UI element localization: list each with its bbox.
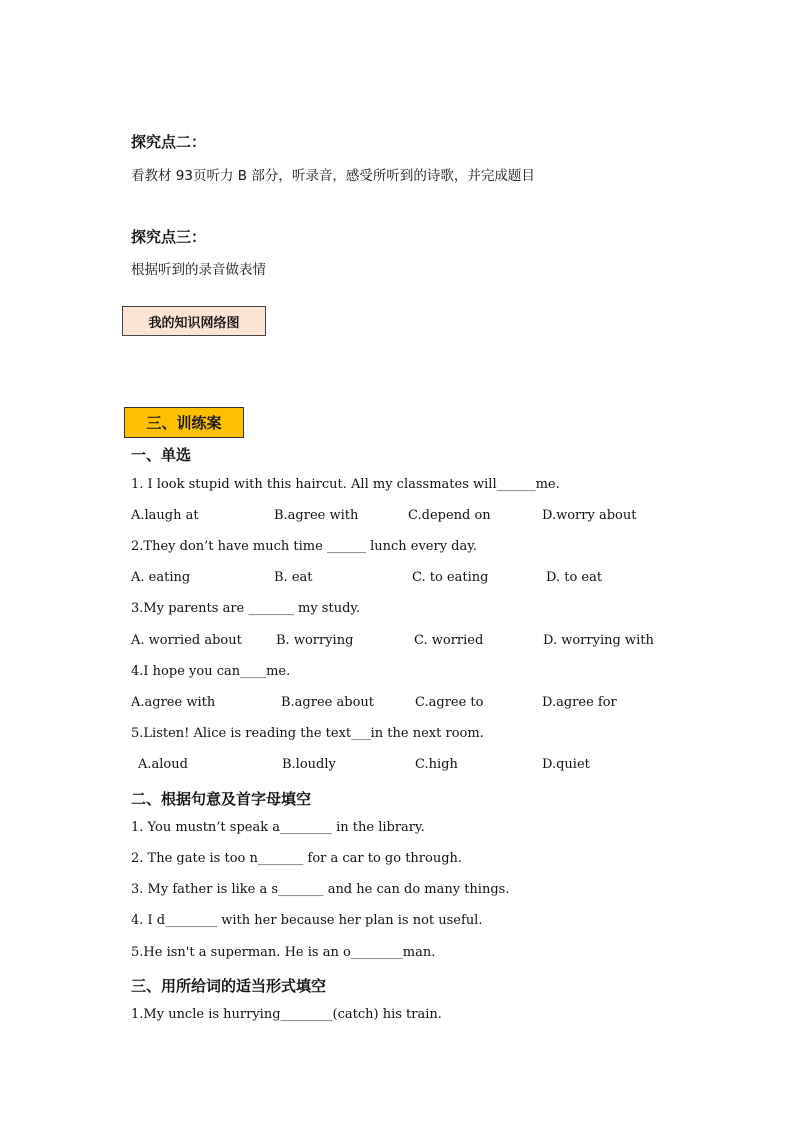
fill-item-5: 5.He isn't a superman. He is an o________man. <box>131 945 436 960</box>
option-5d: D.quiet <box>542 757 590 772</box>
option-2b: B. eat <box>274 570 313 585</box>
option-4c: C.agree to <box>415 695 484 710</box>
option-5a: A.aloud <box>138 757 188 772</box>
knowledge-map-box: 我的知识网络图 <box>122 306 266 336</box>
explore-point-2-heading: 探究点二： <box>131 133 207 151</box>
question-2: 2.They don’t have much time ______ lunch every day. <box>131 539 478 554</box>
option-2c: C. to eating <box>412 570 489 585</box>
training-section-box: 三、训练案 <box>124 407 244 438</box>
question-4: 4.I hope you can____me. <box>131 664 291 679</box>
fill-item-2: 2. The gate is too n_______ for a car to go through. <box>131 851 463 866</box>
fill-item-4: 4. I d________ with her because her plan is not useful. <box>131 913 483 928</box>
explore-point-3-heading: 探究点三： <box>131 228 207 246</box>
explore-point-3-text: 根据听到的录音做表情 <box>131 262 266 278</box>
option-1c: C.depend on <box>408 508 491 523</box>
option-3d: D. worrying with <box>543 633 654 648</box>
option-4d: D.agree for <box>542 695 617 710</box>
section-2-heading: 二、根据句意及首字母填空 <box>131 790 312 808</box>
option-1a: A.laugh at <box>131 508 199 523</box>
option-5c: C.high <box>415 757 458 772</box>
fill-item-3: 3. My father is like a s_______ and he can do many things. <box>131 882 510 897</box>
form-item-1: 1.My uncle is hurrying________(catch) his train. <box>131 1007 442 1022</box>
option-1b: B.agree with <box>274 508 359 523</box>
option-2a: A. eating <box>131 570 191 585</box>
question-3: 3.My parents are _______ my study. <box>131 601 361 616</box>
option-3a: A. worried about <box>131 633 242 648</box>
option-4b: B.agree about <box>281 695 374 710</box>
section-1-heading: 一、单选 <box>131 446 192 464</box>
section-3-heading: 三、用所给词的适当形式填空 <box>131 977 327 995</box>
question-5: 5.Listen! Alice is reading the text___in the next room. <box>131 726 484 741</box>
option-3b: B. worrying <box>276 633 354 648</box>
option-1d: D.worry about <box>542 508 637 523</box>
option-2d: D. to eat <box>546 570 603 585</box>
option-3c: C. worried <box>414 633 484 648</box>
option-4a: A.agree with <box>131 695 216 710</box>
fill-item-1: 1. You mustn’t speak a________ in the library. <box>131 820 425 835</box>
explore-point-2-text: 看教材 93页听力 B 部分，听录音，感受所听到的诗歌，并完成题目 <box>131 168 535 184</box>
option-5b: B.loudly <box>282 757 336 772</box>
question-1: 1. I look stupid with this haircut. All my classmates will______me. <box>131 477 560 492</box>
